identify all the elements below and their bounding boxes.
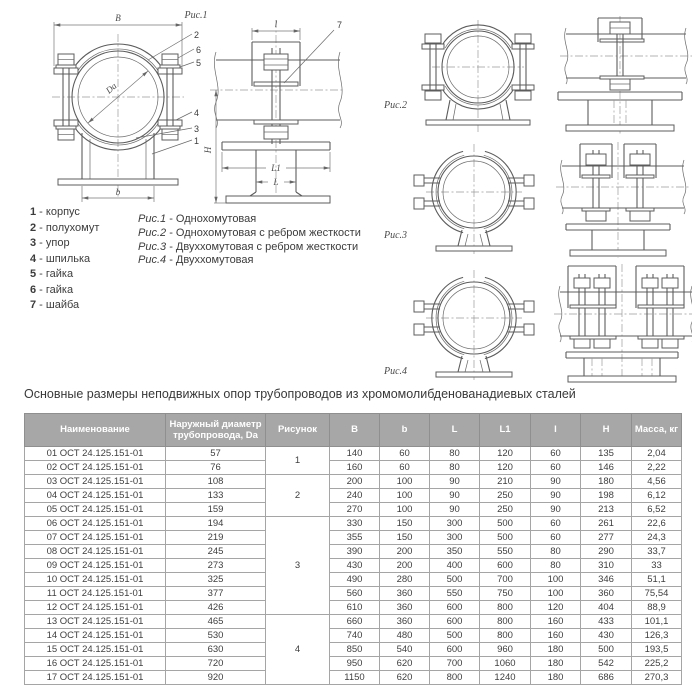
table-header-cell: b [380,414,430,447]
figure-caption: Рис.1 - Однохомутовая [138,213,257,225]
dim-cell: 960 [480,643,531,657]
dim-cell: 90 [430,489,480,503]
table-row [25,671,682,685]
table-header-cell: B [330,414,380,447]
name-cell: 13 ОСТ 24.125.151-01 [25,615,166,629]
dim-cell: 660 [330,615,380,629]
dim-cell: 686 [581,671,632,685]
fig3-drawing [370,140,692,260]
dim-cell: 270,3 [632,671,682,685]
table-row [25,461,682,475]
dim-cell: 180 [531,643,581,657]
table-row [25,657,682,671]
name-cell: 12 ОСТ 24.125.151-01 [25,601,166,615]
table-row [25,601,682,615]
fig1-dim-da: Da [103,80,119,96]
fig1-dim-B: B [115,13,121,23]
name-cell: 15 ОСТ 24.125.151-01 [25,643,166,657]
table-row [25,545,682,559]
legend-item: 2 - полухомут [30,221,100,234]
table-row [25,517,682,531]
legend-item: 6 - гайка [30,283,74,296]
dim-cell: 360 [380,615,430,629]
fig1-callout-1: 1 [194,136,200,146]
dim-cell: 80 [531,559,581,573]
dim-cell: 500 [430,573,480,587]
table-header-cell: l [531,414,581,447]
dim-cell: 800 [480,601,531,615]
name-cell: 10 ОСТ 24.125.151-01 [25,573,166,587]
dim-cell: 500 [480,517,531,531]
dim-cell: 4,56 [632,475,682,489]
dim-cell: 600 [430,643,480,657]
table-row [25,503,682,517]
fig2-drawing [370,12,692,138]
figure-number-cell: 1 [266,447,330,475]
dim-cell: 620 [380,657,430,671]
dim-cell: 2,22 [632,461,682,475]
dim-cell: 90 [531,489,581,503]
figure-caption: Рис.3 - Двуххомутовая с ребром жесткости [138,240,359,253]
fig1-side-view [203,19,344,203]
dim-cell: 350 [430,545,480,559]
dim-cell: 355 [330,531,380,545]
da-cell: 426 [166,601,266,615]
dim-cell: 261 [581,517,632,531]
dim-cell: 346 [581,573,632,587]
dim-cell: 160 [330,461,380,475]
legend-item: 7 - шайба [30,299,80,311]
dim-cell: 250 [480,489,531,503]
name-cell: 11 ОСТ 24.125.151-01 [25,587,166,601]
dim-cell: 330 [330,517,380,531]
dim-cell: 60 [531,461,581,475]
table-row [25,615,682,629]
figure-number-cell: 4 [266,615,330,685]
dim-cell: 60 [531,531,581,545]
table-row [25,447,682,461]
dim-cell: 80 [430,461,480,475]
fig1-dim-L: L [273,177,279,187]
dim-cell: 213 [581,503,632,517]
dim-cell: 90 [531,475,581,489]
fig3-label: Рис.3 [384,230,408,241]
dim-cell: 6,12 [632,489,682,503]
dim-cell: 146 [581,461,632,475]
figure-caption: Рис.2 - Однохомутовая с ребром жесткости [138,226,361,239]
dim-cell: 180 [581,475,632,489]
dim-cell: 225,2 [632,657,682,671]
dim-cell: 160 [531,629,581,643]
dim-cell: 101,1 [632,615,682,629]
da-cell: 273 [166,559,266,573]
dim-cell: 6,52 [632,503,682,517]
dim-cell: 160 [531,615,581,629]
dim-cell: 600 [480,559,531,573]
da-cell: 377 [166,587,266,601]
dim-cell: 480 [380,629,430,643]
da-cell: 219 [166,531,266,545]
figure-number-cell: 3 [266,517,330,615]
dim-cell: 360 [581,587,632,601]
fig4-front-view [414,270,534,380]
dim-cell: 500 [430,629,480,643]
name-cell: 06 ОСТ 24.125.151-01 [25,517,166,531]
legend-item: 3 - упор [30,237,70,249]
legend-item: 4 - шпилька [30,252,91,265]
name-cell: 04 ОСТ 24.125.151-01 [25,489,166,503]
fig4-side-view [554,264,692,384]
table-row [25,643,682,657]
dim-cell: 198 [581,489,632,503]
dim-cell: 2,04 [632,447,682,461]
fig1-dim-H: H [203,146,213,154]
dim-cell: 150 [380,531,430,545]
dim-cell: 100 [531,573,581,587]
dim-cell: 120 [531,601,581,615]
dim-cell: 90 [531,503,581,517]
fig3-side-view [556,142,690,258]
fig1-callout-3: 3 [194,124,200,134]
dim-cell: 210 [480,475,531,489]
dim-cell: 800 [430,671,480,685]
fig4-label: Рис.4 [384,366,408,377]
dim-cell: 800 [480,615,531,629]
dim-cell: 250 [480,503,531,517]
dim-cell: 430 [581,629,632,643]
name-cell: 17 ОСТ 24.125.151-01 [25,671,166,685]
table-header-cell: Наружный диаметр трубопровода, Da [166,414,266,447]
dim-cell: 22,6 [632,517,682,531]
table-header-cell: Масса, кг [632,414,682,447]
name-cell: 16 ОСТ 24.125.151-01 [25,657,166,671]
da-cell: 133 [166,489,266,503]
da-cell: 325 [166,573,266,587]
table-row [25,531,682,545]
dim-cell: 1150 [330,671,380,685]
dim-cell: 542 [581,657,632,671]
table-header-cell: Рисунок [266,414,330,447]
dim-cell: 550 [430,587,480,601]
da-cell: 720 [166,657,266,671]
dim-cell: 950 [330,657,380,671]
figure-captions [138,213,361,268]
fig1-callout-4: 4 [194,108,200,118]
dim-cell: 400 [430,559,480,573]
figure-number-cell: 2 [266,475,330,517]
fig1-dim-b: b [115,187,121,197]
name-cell: 09 ОСТ 24.125.151-01 [25,559,166,573]
dim-cell: 90 [430,475,480,489]
name-cell: 05 ОСТ 24.125.151-01 [25,503,166,517]
dim-cell: 90 [430,503,480,517]
name-cell: 07 ОСТ 24.125.151-01 [25,531,166,545]
da-cell: 630 [166,643,266,657]
dim-cell: 700 [430,657,480,671]
da-cell: 194 [166,517,266,531]
table-header-cell: H [581,414,632,447]
legend-list [30,205,99,314]
dim-cell: 800 [480,629,531,643]
dimensions-table [24,413,682,685]
name-cell: 03 ОСТ 24.125.151-01 [25,475,166,489]
dim-cell: 240 [330,489,380,503]
fig1-dim-l: l [274,19,278,29]
name-cell: 01 ОСТ 24.125.151-01 [25,447,166,461]
table-row [25,489,682,503]
fig1-dim-L1: L1 [271,163,281,173]
dim-cell: 60 [380,461,430,475]
table-row [25,573,682,587]
dim-cell: 270 [330,503,380,517]
dim-cell: 700 [480,573,531,587]
da-cell: 108 [166,475,266,489]
fig4-drawing [370,262,692,386]
name-cell: 14 ОСТ 24.125.151-01 [25,629,166,643]
dim-cell: 540 [380,643,430,657]
da-cell: 245 [166,545,266,559]
table-header-cell: L [430,414,480,447]
da-cell: 530 [166,629,266,643]
da-cell: 920 [166,671,266,685]
dim-cell: 360 [380,601,430,615]
dim-cell: 135 [581,447,632,461]
table-body [25,447,682,685]
fig2-side-view [558,16,692,134]
dim-cell: 430 [330,559,380,573]
fig1-callout-5: 5 [196,58,202,68]
dim-cell: 60 [380,447,430,461]
fig1-callout-7: 7 [337,20,343,30]
dim-cell: 1060 [480,657,531,671]
dim-cell: 100 [380,475,430,489]
dim-cell: 200 [380,559,430,573]
dim-cell: 280 [380,573,430,587]
dim-cell: 100 [531,587,581,601]
table-row [25,587,682,601]
dim-cell: 500 [581,643,632,657]
name-cell: 02 ОСТ 24.125.151-01 [25,461,166,475]
dim-cell: 750 [480,587,531,601]
dim-cell: 490 [330,573,380,587]
dim-cell: 277 [581,531,632,545]
dim-cell: 120 [480,447,531,461]
dim-cell: 300 [430,517,480,531]
dim-cell: 193,5 [632,643,682,657]
dim-cell: 24,3 [632,531,682,545]
da-cell: 159 [166,503,266,517]
dim-cell: 310 [581,559,632,573]
table-header-cell: Наименование [25,414,166,447]
dim-cell: 200 [380,545,430,559]
dim-cell: 360 [380,587,430,601]
table-row [25,559,682,573]
fig2-label: Рис.2 [384,100,408,111]
table-title: Основные размеры неподвижных опор трубопроводов из хромомолибденованадиевых сталей [24,387,576,401]
dimensions-table-wrap [24,413,681,685]
fig2-front-view [422,20,534,132]
dim-cell: 88,9 [632,601,682,615]
dim-cell: 140 [330,447,380,461]
table-header-cell: L1 [480,414,531,447]
dim-cell: 126,3 [632,629,682,643]
name-cell: 08 ОСТ 24.125.151-01 [25,545,166,559]
dim-cell: 100 [380,489,430,503]
fig1-label: Рис.1 [184,10,208,21]
table-row [25,629,682,643]
dim-cell: 600 [430,601,480,615]
dim-cell: 433 [581,615,632,629]
dim-cell: 33,7 [632,545,682,559]
dim-cell: 290 [581,545,632,559]
fig1-drawing [18,2,350,210]
dim-cell: 404 [581,601,632,615]
legend-item: 1 - корпус [30,206,80,218]
da-cell: 57 [166,447,266,461]
fig3-front-view [414,144,534,254]
da-cell: 76 [166,461,266,475]
fig1-front-view [52,13,201,202]
dim-cell: 180 [531,671,581,685]
dim-cell: 390 [330,545,380,559]
dim-cell: 150 [380,517,430,531]
dim-cell: 75,54 [632,587,682,601]
dim-cell: 740 [330,629,380,643]
fig1-callout-2: 2 [194,30,200,40]
dim-cell: 80 [430,447,480,461]
dim-cell: 80 [531,545,581,559]
dim-cell: 620 [380,671,430,685]
dim-cell: 550 [480,545,531,559]
dim-cell: 1240 [480,671,531,685]
dim-cell: 33 [632,559,682,573]
legend-item: 5 - гайка [30,268,74,280]
dim-cell: 120 [480,461,531,475]
fig1-callout-6: 6 [196,45,202,55]
dim-cell: 600 [430,615,480,629]
dim-cell: 60 [531,447,581,461]
da-cell: 465 [166,615,266,629]
dim-cell: 850 [330,643,380,657]
dim-cell: 51,1 [632,573,682,587]
table-header-row [25,414,682,447]
dim-cell: 610 [330,601,380,615]
dim-cell: 180 [531,657,581,671]
dim-cell: 560 [330,587,380,601]
dim-cell: 200 [330,475,380,489]
dim-cell: 60 [531,517,581,531]
dim-cell: 300 [430,531,480,545]
dim-cell: 100 [380,503,430,517]
figure-caption: Рис.4 - Двуххомутовая [138,254,254,267]
dim-cell: 500 [480,531,531,545]
table-row [25,475,682,489]
